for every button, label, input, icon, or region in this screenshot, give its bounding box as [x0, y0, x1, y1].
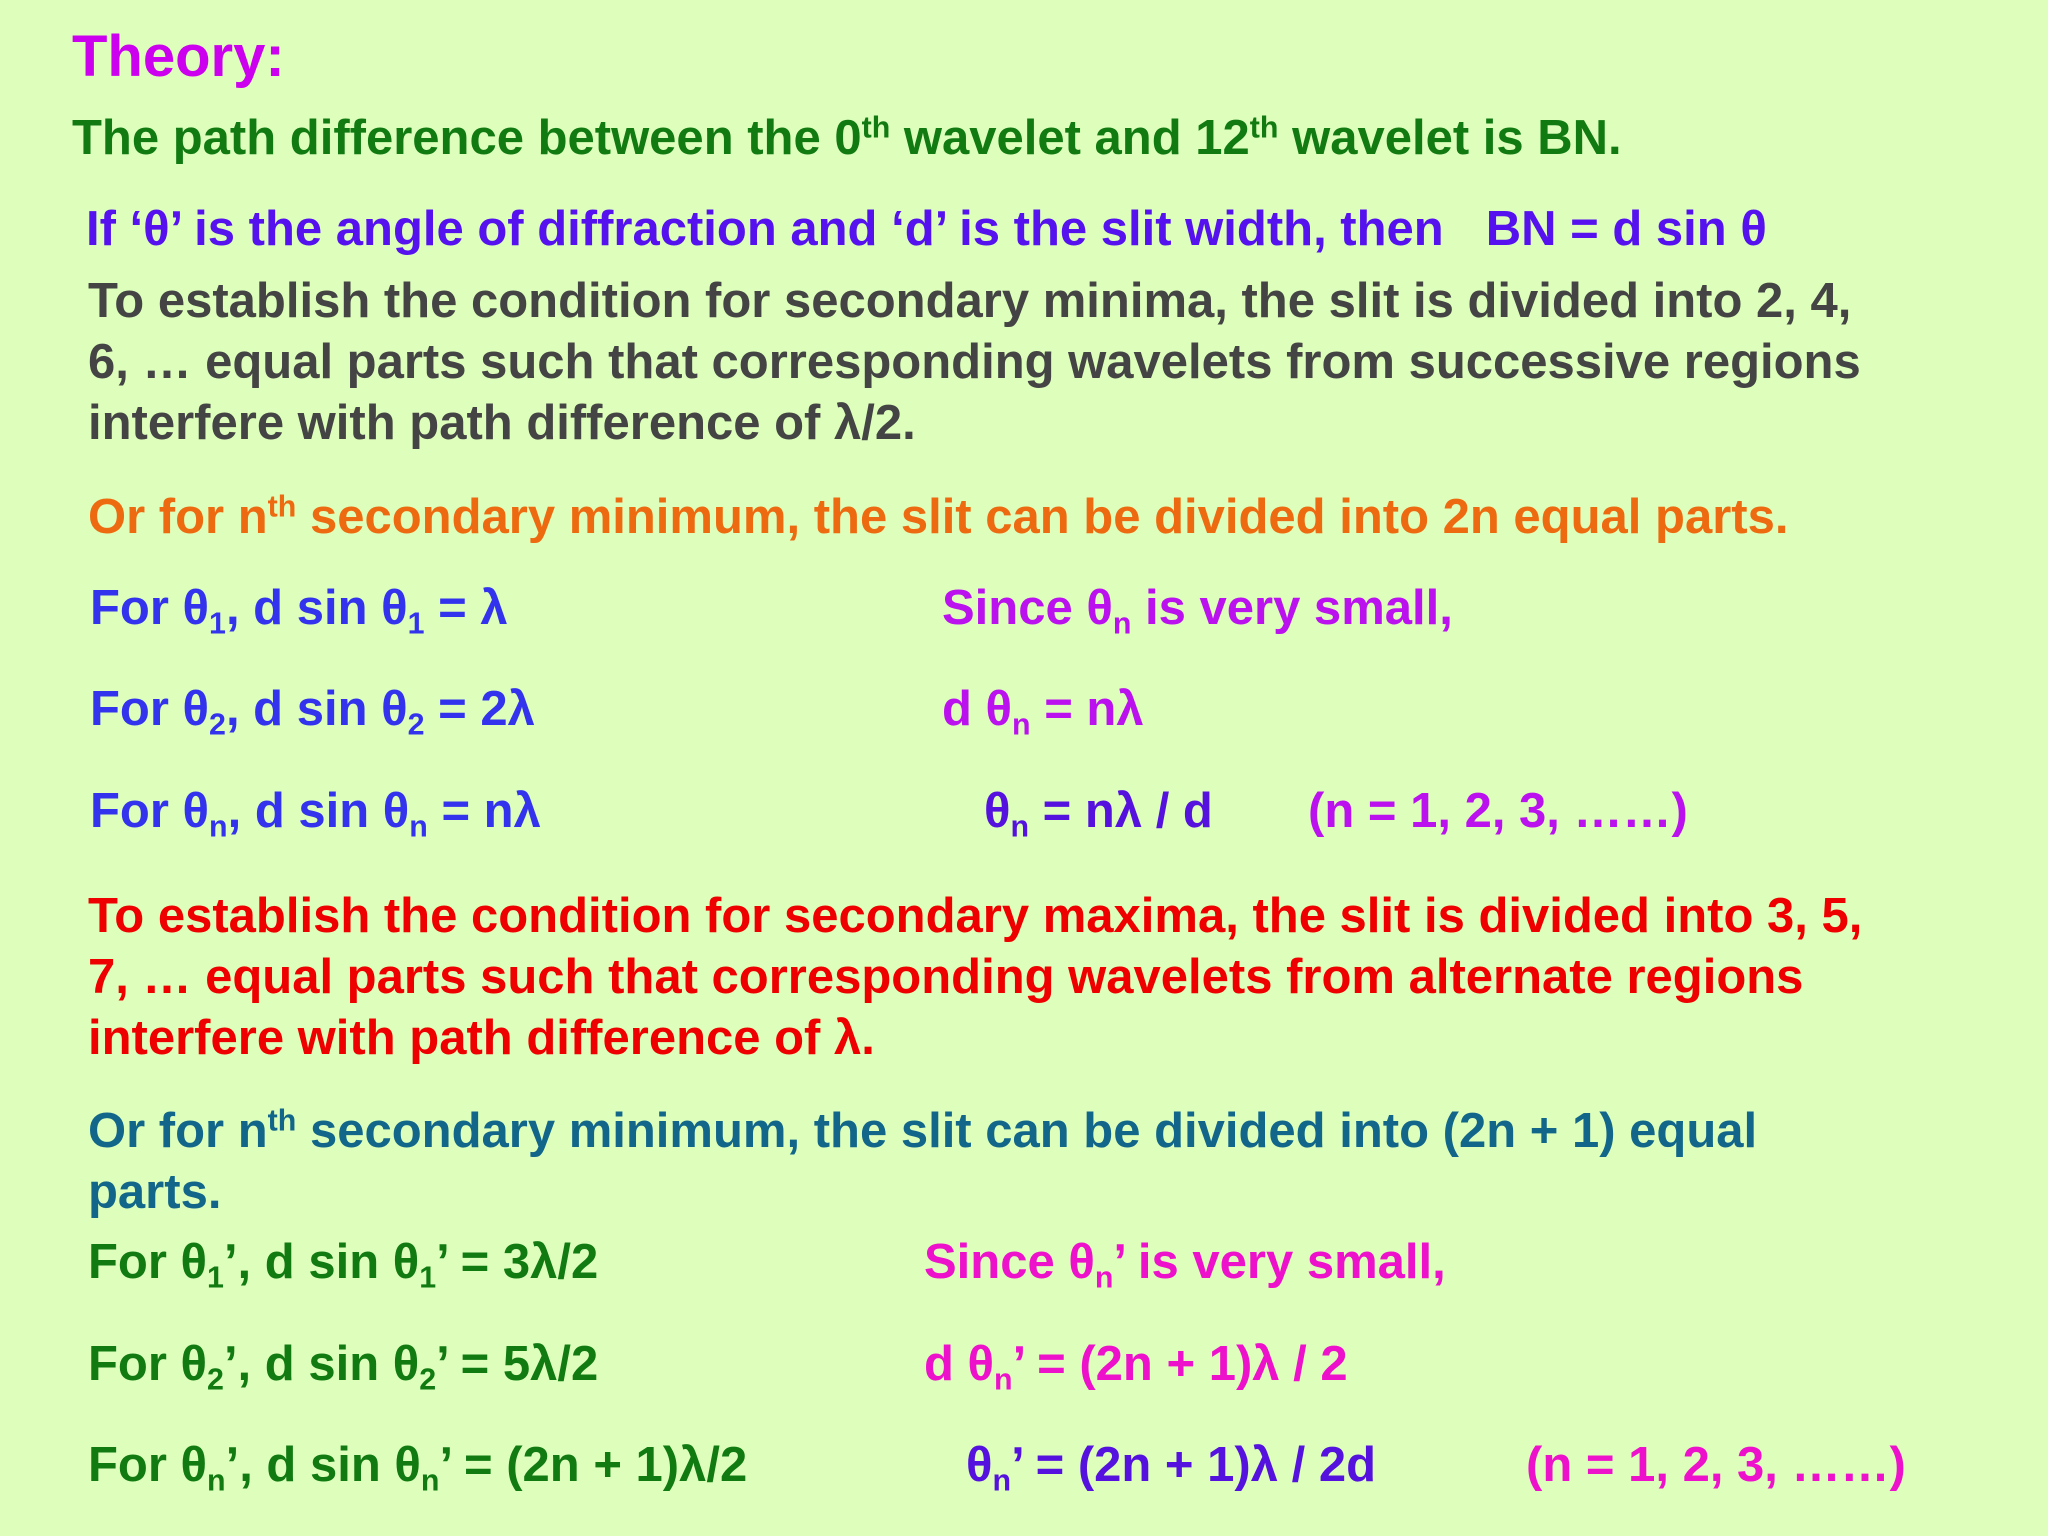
minima-intro-line-3: interfere with path difference of λ/2.	[88, 396, 916, 450]
text-segment: θ	[984, 784, 1011, 838]
subscript: 1	[207, 1260, 224, 1295]
subscript: 1	[419, 1260, 437, 1295]
text-segment: , d sin θ	[225, 682, 408, 736]
text-segment: ’, d sin θ	[223, 1235, 420, 1289]
text-segment: ’ is very small,	[1113, 1235, 1446, 1289]
maxima-n-range: (n = 1, 2, 3, ……)	[1526, 1438, 1906, 1492]
subscript: n	[992, 1463, 1012, 1498]
text-segment: Or for n	[88, 1104, 268, 1158]
subscript: n	[994, 1362, 1013, 1397]
text-segment: ’ = (2n + 1)λ / 2	[1012, 1337, 1348, 1391]
bn-equation: BN = d sin θ	[1485, 202, 1767, 256]
text-segment: ’, d sin θ	[225, 1438, 421, 1492]
text-segment: = nλ	[1030, 682, 1144, 736]
text-segment: If ‘θ’ is the angle of diffraction and ‘d’ is the slit width, then	[86, 202, 1444, 256]
text-segment: For θ	[90, 682, 210, 736]
subscript: n	[207, 1463, 226, 1498]
subscript: n	[1012, 707, 1031, 742]
text-segment: = nλ	[427, 784, 541, 838]
minima-eq-theta1	[90, 581, 508, 641]
subscript: 1	[209, 606, 226, 641]
angle-definition	[86, 202, 1767, 256]
subscript: 2	[207, 1362, 224, 1397]
text-segment: ’, d sin θ	[223, 1337, 420, 1391]
text-segment: = nλ / d	[1029, 784, 1213, 838]
text-segment: ’ = 3λ/2	[436, 1235, 599, 1289]
text-segment: wavelet is BN.	[1278, 111, 1622, 165]
subscript: n	[1094, 1260, 1114, 1295]
text-segment: Since θ	[942, 581, 1113, 635]
maxima-d-theta-eq	[924, 1337, 1348, 1397]
text-segment: , d sin θ	[225, 581, 408, 635]
maxima-nth-statement-cont: parts.	[88, 1165, 222, 1219]
subscript: 1	[407, 606, 425, 641]
minima-theta-n-result	[984, 784, 1213, 844]
text-segment: For θ	[90, 581, 210, 635]
minima-small-angle-note	[942, 581, 1453, 641]
text-segment: For θ	[88, 1235, 208, 1289]
subscript: n	[420, 1463, 440, 1498]
superscript: th	[1249, 110, 1279, 145]
text-segment: Since θ	[924, 1235, 1095, 1289]
subscript: n	[209, 809, 228, 844]
text-segment: For θ	[90, 784, 210, 838]
subscript: n	[409, 809, 428, 844]
superscript: th	[267, 489, 297, 524]
maxima-intro-line-1: To establish the condition for secondary maxima, the slit is divided into 3, 5,	[88, 889, 1863, 943]
minima-nth-statement	[88, 489, 1789, 544]
maxima-small-angle-note	[924, 1235, 1446, 1295]
text-segment: wavelet and 12	[890, 111, 1250, 165]
maxima-eq-thetan	[88, 1438, 748, 1498]
text-segment: = 2λ	[424, 682, 535, 736]
maxima-theta-n-result	[966, 1438, 1377, 1498]
text-segment: d θ	[942, 682, 1013, 736]
maxima-nth-statement	[88, 1103, 1758, 1158]
text-segment: secondary minimum, the slit can be divided into (2n + 1) equal	[296, 1104, 1758, 1158]
subscript: n	[1112, 606, 1132, 641]
text-segment: ’ = (2n + 1)λ / 2d	[1011, 1438, 1377, 1492]
minima-eq-thetan	[90, 784, 541, 844]
text-segment: is very small,	[1131, 581, 1453, 635]
text-segment: ’ = (2n + 1)λ/2	[439, 1438, 748, 1492]
text-segment: secondary minimum, the slit can be divided into 2n equal parts.	[296, 490, 1789, 544]
minima-n-range: (n = 1, 2, 3, ……)	[1308, 784, 1688, 838]
text-segment: Or for n	[88, 490, 268, 544]
minima-intro-line-1: To establish the condition for secondary minima, the slit is divided into 2, 4,	[88, 274, 1852, 328]
minima-d-theta-eq	[942, 682, 1144, 742]
subscript: 2	[209, 707, 226, 742]
text-segment: θ	[966, 1438, 993, 1492]
maxima-intro-line-3: interfere with path difference of λ.	[88, 1011, 875, 1065]
maxima-eq-theta2	[88, 1337, 599, 1397]
subscript: n	[1010, 809, 1030, 844]
text-segment: For θ	[88, 1337, 208, 1391]
path-difference-statement	[72, 110, 1622, 165]
text-segment: The path difference between the 0	[72, 111, 862, 165]
text-segment: For θ	[88, 1438, 208, 1492]
minima-eq-theta2	[90, 682, 535, 742]
text-segment: ’ = 5λ/2	[436, 1337, 599, 1391]
superscript: th	[861, 110, 891, 145]
text-segment: = λ	[424, 581, 508, 635]
subscript: 2	[407, 707, 425, 742]
superscript: th	[267, 1103, 297, 1138]
slide-title: Theory:	[72, 24, 285, 89]
maxima-eq-theta1	[88, 1235, 599, 1295]
text-segment: , d sin θ	[227, 784, 410, 838]
minima-intro-line-2: 6, … equal parts such that corresponding wavelets from successive regions	[88, 335, 1861, 389]
subscript: 2	[419, 1362, 437, 1397]
text-segment: d θ	[924, 1337, 995, 1391]
maxima-intro-line-2: 7, … equal parts such that corresponding wavelets from alternate regions	[88, 950, 1804, 1004]
